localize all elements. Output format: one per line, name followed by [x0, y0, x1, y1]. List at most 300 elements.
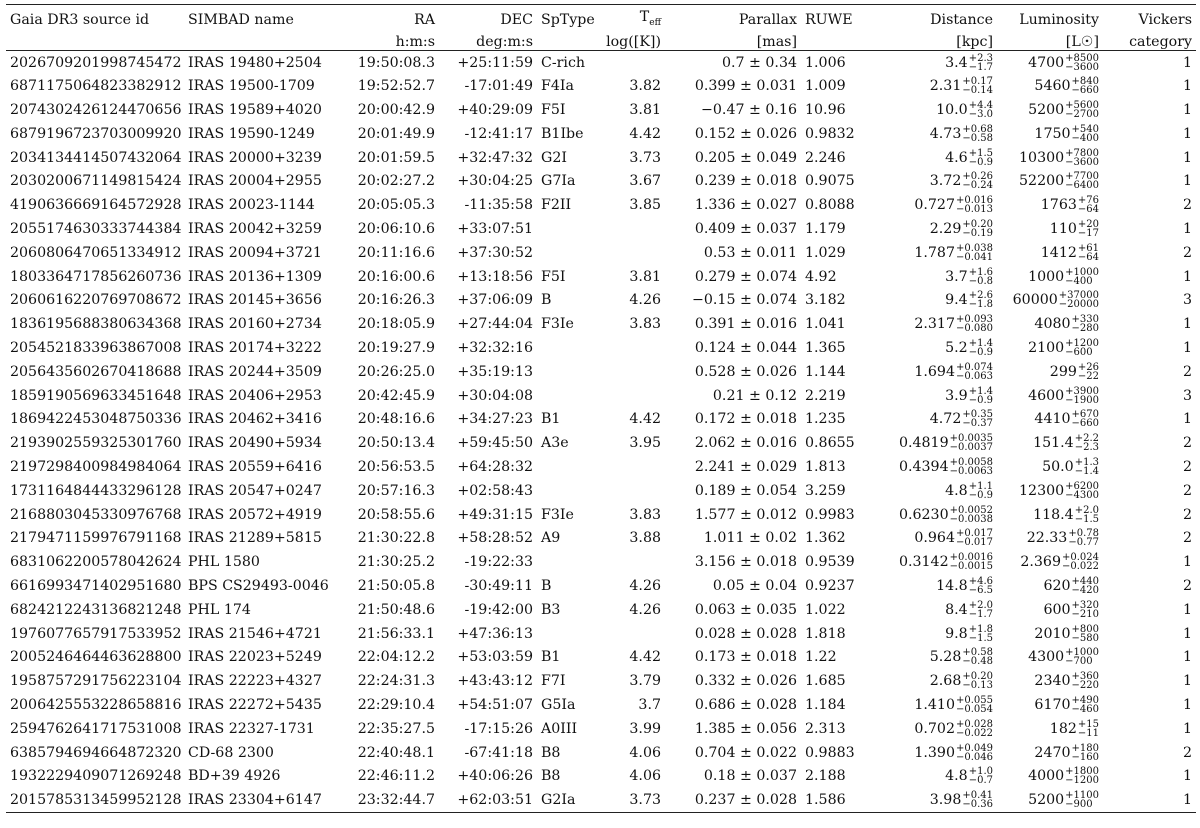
- cell-gaia-id: 6879196723703009920: [10, 125, 182, 142]
- cell-distance-lower-error: −0.24: [962, 180, 993, 192]
- cell-distance-lower-error: −0.0037: [949, 442, 993, 454]
- cell-vickers-category: 2: [1182, 197, 1192, 214]
- cell-ra: 20:00:42.9: [357, 101, 435, 118]
- cell-luminosity-lower-error: −0.77: [1068, 537, 1099, 549]
- cell-distance-value: 14.8: [936, 577, 968, 594]
- cell-distance-errors: [956, 363, 993, 381]
- cell-simbad-name: IRAS 22272+5435: [188, 696, 322, 713]
- cell-distance-lower-error: −0.0038: [949, 513, 993, 525]
- cell-ra: 22:24:31.3: [357, 673, 435, 690]
- cell-luminosity-lower-error: −0.022: [1061, 561, 1099, 573]
- cell-distance-lower-error: −0.022: [955, 727, 993, 739]
- cell-luminosity-lower-error: −400: [1071, 132, 1099, 144]
- cell-luminosity-upper-error: +1200: [1065, 337, 1099, 349]
- cell-gaia-id: 2168803045330976768: [10, 506, 182, 523]
- cell-distance-lower-error: −0.37: [962, 418, 993, 430]
- cell-distance-value: 1.410: [914, 696, 955, 713]
- cell-parallax: 0.528 ± 0.026: [694, 363, 797, 380]
- cell-distance-errors: [956, 196, 993, 214]
- cell-parallax: 0.7 ± 0.34: [721, 54, 797, 71]
- cell-distance: [881, 741, 997, 765]
- cell-sptype: A3e: [541, 435, 569, 452]
- cell-sptype: [537, 360, 599, 384]
- cell-vickers-category: 1: [1182, 339, 1192, 356]
- cell-distance-lower-error: −0.046: [955, 751, 993, 763]
- cell-ruwe: 1.184: [805, 696, 846, 713]
- table-row: [6, 217, 1196, 241]
- cell-distance-lower-error: −0.7: [968, 775, 993, 787]
- cell-sptype: [537, 622, 599, 646]
- table-row: [6, 360, 1196, 384]
- cell-luminosity: [997, 503, 1103, 527]
- cell-teff: 4.42: [629, 125, 661, 142]
- cell-ra: 21:30:25.2: [357, 554, 435, 571]
- cell-luminosity-lower-error: −3600: [1065, 61, 1099, 73]
- cell-luminosity: [997, 431, 1103, 455]
- cell-luminosity-errors: [1078, 244, 1099, 262]
- cell-gaia-id: 2026709201998745472: [10, 54, 182, 71]
- cell-teff: 3.83: [629, 506, 661, 523]
- cell-simbad-name: IRAS 20559+6416: [188, 458, 322, 475]
- cell-distance-errors: [969, 387, 993, 405]
- cell-luminosity-value: 620: [1043, 577, 1071, 594]
- cell-distance: [881, 526, 997, 550]
- cell-distance-upper-error: +0.093: [955, 314, 993, 326]
- cell-gaia-id: 2074302426124470656: [10, 101, 182, 118]
- cell-vickers-category: 1: [1182, 768, 1192, 785]
- cell-gaia-id: 2594762641717531008: [10, 720, 182, 737]
- cell-luminosity-upper-error: +61: [1077, 242, 1099, 254]
- cell-simbad-name: IRAS 20136+1309: [188, 268, 322, 285]
- cell-teff: 3.73: [629, 791, 661, 808]
- cell-dec: +43:43:12: [457, 673, 533, 690]
- cell-distance: [881, 788, 997, 812]
- cell-ra: 20:42:45.9: [357, 387, 435, 404]
- cell-distance-errors: [969, 291, 993, 309]
- cell-ruwe: 4.92: [805, 268, 837, 285]
- cell-luminosity-upper-error: +360: [1071, 671, 1099, 683]
- cell-distance-upper-error: +0.26: [962, 171, 993, 183]
- cell-simbad-name: BPS CS29493-0046: [188, 577, 329, 594]
- cell-luminosity-value: 1000: [1028, 268, 1065, 285]
- cell-dec: +40:06:26: [457, 768, 533, 785]
- cell-vickers-category: 3: [1182, 387, 1192, 404]
- cell-distance-lower-error: −1.8: [968, 299, 993, 311]
- cell-distance-value: 1.390: [914, 744, 955, 761]
- cell-distance-value: 10.0: [936, 101, 968, 118]
- cell-teff: 4.26: [629, 292, 661, 309]
- cell-vickers-category: 2: [1182, 744, 1192, 761]
- col-header-luminosity: Luminosity: [1019, 12, 1099, 28]
- cell-distance-upper-error: +0.41: [962, 789, 993, 801]
- cell-distance: [881, 479, 997, 503]
- cell-luminosity: [997, 169, 1103, 193]
- table-row: [6, 265, 1196, 289]
- cell-parallax: 2.241 ± 0.029: [694, 458, 797, 475]
- cell-teff: 4.26: [629, 601, 661, 618]
- cell-distance-value: 9.8: [945, 625, 968, 642]
- cell-dec: +25:11:59: [457, 54, 533, 71]
- cell-luminosity-errors: [1072, 672, 1099, 690]
- cell-luminosity-value: 4000: [1028, 768, 1065, 785]
- table-row: [6, 645, 1196, 669]
- col-header-dec: DEC: [500, 12, 533, 28]
- cell-gaia-id: 2055174630333744384: [10, 220, 182, 237]
- cell-distance-lower-error: −0.041: [955, 251, 993, 263]
- cell-luminosity-upper-error: +0.78: [1068, 528, 1099, 540]
- cell-luminosity: [997, 98, 1103, 122]
- cell-luminosity-errors: [1072, 601, 1099, 619]
- cell-distance: [881, 169, 997, 193]
- cell-distance-upper-error: +1.4: [968, 385, 993, 397]
- cell-luminosity-lower-error: −700: [1065, 656, 1093, 668]
- col-header-ruwe: RUWE: [805, 12, 853, 28]
- cell-ruwe: 0.8655: [805, 435, 855, 452]
- cell-distance-value: 2.31: [929, 78, 962, 95]
- cell-dec: +32:32:16: [457, 339, 533, 356]
- cell-simbad-name: IRAS 22023+5249: [188, 649, 322, 666]
- cell-gaia-id: 4190636669164572928: [10, 197, 182, 214]
- cell-luminosity: [997, 51, 1103, 75]
- cell-ra: 22:29:10.4: [357, 696, 435, 713]
- cell-sptype: B: [541, 577, 552, 594]
- cell-dec: +34:27:23: [457, 411, 533, 428]
- cell-vickers-category: 2: [1182, 458, 1192, 475]
- cell-distance-lower-error: −0.013: [955, 204, 993, 216]
- cell-luminosity: [997, 550, 1103, 574]
- table-row: [6, 574, 1196, 598]
- cell-gaia-id: 2034134414507432064: [10, 149, 182, 166]
- cell-ruwe: 1.029: [805, 244, 846, 261]
- table-row: [6, 788, 1196, 812]
- cell-gaia-id: 1859190569633451648: [10, 387, 182, 404]
- cell-distance-value: 2.317: [914, 316, 955, 333]
- cell-luminosity-errors: [1065, 54, 1099, 72]
- cell-luminosity: [997, 336, 1103, 360]
- cell-luminosity-upper-error: +1100: [1065, 789, 1099, 801]
- cell-distance-value: 4.8: [945, 768, 968, 785]
- table-row: [6, 693, 1196, 717]
- cell-luminosity: [997, 526, 1103, 550]
- cell-distance: [881, 265, 997, 289]
- cell-distance-upper-error: +0.016: [955, 195, 993, 207]
- cell-dec: +02:58:43: [457, 482, 533, 499]
- cell-luminosity: [997, 407, 1103, 431]
- cell-ra: 20:16:26.3: [357, 292, 435, 309]
- teff-label: $T_{eff}$: [639, 9, 661, 28]
- cell-ruwe: 1.235: [805, 411, 846, 428]
- cell-luminosity-errors: [1078, 720, 1099, 738]
- cell-sptype: F2II: [541, 197, 572, 214]
- cell-ruwe: 1.362: [805, 530, 846, 547]
- cell-distance: [881, 312, 997, 336]
- cell-sptype: F4Ia: [541, 78, 574, 95]
- cell-distance-value: 3.72: [929, 173, 962, 190]
- cell-gaia-id: 2015785313459952128: [10, 791, 182, 808]
- cell-teff: 4.06: [629, 744, 661, 761]
- cell-distance-lower-error: −0.0063: [949, 465, 993, 477]
- cell-dec: +30:04:08: [457, 387, 533, 404]
- unit-ruwe: [801, 28, 881, 51]
- cell-luminosity-value: 110: [1049, 220, 1077, 237]
- cell-simbad-name: IRAS 20406+2953: [188, 387, 322, 404]
- cell-vickers-category: 1: [1182, 649, 1192, 666]
- cell-distance-lower-error: −0.0015: [949, 561, 993, 573]
- cell-parallax: 0.173 ± 0.018: [694, 649, 797, 666]
- cell-ra: 20:05:05.3: [357, 197, 435, 214]
- unit-sptype: [537, 28, 599, 51]
- cell-dec: +32:47:32: [457, 149, 533, 166]
- cell-luminosity-errors: [1072, 125, 1099, 143]
- cell-distance: [881, 598, 997, 622]
- cell-luminosity-upper-error: +15: [1077, 718, 1099, 730]
- cell-parallax: 0.409 ± 0.037: [694, 220, 797, 237]
- cell-ra: 20:01:59.5: [357, 149, 435, 166]
- cell-luminosity-lower-error: −1900: [1065, 394, 1099, 406]
- cell-sptype: [537, 336, 599, 360]
- cell-simbad-name: IRAS 19589+4020: [188, 101, 322, 118]
- cell-sptype: [537, 550, 599, 574]
- cell-distance-errors: [950, 458, 993, 476]
- cell-luminosity-errors: [1059, 291, 1099, 309]
- unit-parallax: [mas]: [756, 34, 797, 50]
- cell-luminosity-value: 1412: [1040, 244, 1077, 261]
- cell-dec: +54:51:07: [457, 696, 533, 713]
- table-row: [6, 669, 1196, 693]
- cell-ra: 20:02:27.2: [357, 173, 435, 190]
- cell-distance-value: 4.6: [945, 149, 968, 166]
- cell-parallax: 2.062 ± 0.016: [694, 435, 797, 452]
- cell-ra: 20:18:05.9: [357, 316, 435, 333]
- cell-dec: +33:07:51: [457, 220, 533, 237]
- cell-distance-value: 0.727: [914, 197, 955, 214]
- cell-ra: 21:30:22.8: [357, 530, 435, 547]
- cell-luminosity-errors: [1072, 744, 1099, 762]
- cell-distance: [881, 574, 997, 598]
- cell-luminosity-errors: [1072, 577, 1099, 595]
- cell-luminosity: [997, 193, 1103, 217]
- cell-luminosity-errors: [1065, 648, 1099, 666]
- cell-gaia-id: 1803364717856260736: [10, 268, 182, 285]
- cell-sptype: B8: [541, 744, 561, 761]
- cell-ruwe: 0.9539: [805, 554, 855, 571]
- cell-sptype: [537, 455, 599, 479]
- cell-luminosity: [997, 669, 1103, 693]
- cell-ruwe: 1.813: [805, 458, 846, 475]
- cell-sptype: G7Ia: [541, 173, 576, 190]
- table-row: [6, 622, 1196, 646]
- cell-vickers-category: 2: [1182, 577, 1192, 594]
- cell-distance-errors: [950, 434, 993, 452]
- cell-gaia-id: 2054521833963867008: [10, 339, 182, 356]
- cell-sptype: C-rich: [541, 54, 586, 71]
- table-row: [6, 336, 1196, 360]
- cell-luminosity-value: 2470: [1034, 744, 1071, 761]
- cell-distance-value: 4.72: [929, 411, 962, 428]
- cell-teff: [599, 622, 665, 646]
- cell-luminosity-upper-error: +1.3: [1074, 456, 1099, 468]
- cell-parallax: 0.704 ± 0.022: [694, 744, 797, 761]
- cell-distance-errors: [969, 767, 993, 785]
- cell-teff: 3.81: [629, 268, 661, 285]
- cell-teff: [599, 550, 665, 574]
- table-row: [6, 288, 1196, 312]
- cell-gaia-id: 6824212243136821248: [10, 601, 182, 618]
- cell-distance-errors: [962, 172, 993, 190]
- cell-distance-upper-error: +2.0: [968, 599, 993, 611]
- cell-distance: [881, 503, 997, 527]
- cell-distance: [881, 622, 997, 646]
- table-row: [6, 122, 1196, 146]
- unit-luminosity: [L☉]: [1065, 34, 1099, 50]
- table-row: [6, 431, 1196, 455]
- cell-gaia-id: 6616993471402951680: [10, 577, 182, 594]
- cell-ruwe: 2.219: [805, 387, 846, 404]
- cell-distance-lower-error: −0.13: [962, 680, 993, 692]
- cell-luminosity-lower-error: −660: [1071, 418, 1099, 430]
- cell-parallax: 0.399 ± 0.031: [694, 78, 797, 95]
- cell-luminosity-lower-error: −600: [1065, 346, 1093, 358]
- cell-distance-errors: [962, 672, 993, 690]
- cell-luminosity-lower-error: −460: [1071, 703, 1099, 715]
- cell-luminosity: [997, 693, 1103, 717]
- cell-luminosity: [997, 217, 1103, 241]
- cell-distance-lower-error: −0.054: [955, 703, 993, 715]
- cell-sptype: G2I: [541, 149, 567, 166]
- cell-distance: [881, 122, 997, 146]
- cell-distance: [881, 146, 997, 170]
- cell-luminosity-upper-error: +540: [1071, 123, 1099, 135]
- cell-distance-value: 0.4819: [898, 435, 949, 452]
- cell-luminosity-errors: [1072, 77, 1099, 95]
- cell-distance-errors: [956, 744, 993, 762]
- cell-luminosity-value: 600: [1043, 601, 1071, 618]
- cell-ra: 20:48:16.6: [357, 411, 435, 428]
- table-row: [6, 479, 1196, 503]
- cell-luminosity-lower-error: −64: [1077, 204, 1099, 216]
- cell-gaia-id: 6385794694664872320: [10, 744, 182, 761]
- cell-distance-errors: [969, 54, 993, 72]
- cell-teff: 3.95: [629, 435, 661, 452]
- cell-distance-upper-error: +0.055: [955, 694, 993, 706]
- cell-distance: [881, 288, 997, 312]
- cell-parallax: 1.011 ± 0.02: [703, 530, 797, 547]
- cell-parallax: 0.239 ± 0.018: [694, 173, 797, 190]
- cell-luminosity-lower-error: −660: [1071, 85, 1099, 97]
- cell-distance-errors: [962, 77, 993, 95]
- cell-luminosity: [997, 741, 1103, 765]
- cell-teff: 3.73: [629, 149, 661, 166]
- cell-luminosity-errors: [1062, 553, 1099, 571]
- cell-ra: 22:35:27.5: [357, 720, 435, 737]
- cell-vickers-category: 1: [1182, 54, 1192, 71]
- cell-parallax: 0.686 ± 0.028: [694, 696, 797, 713]
- cell-luminosity-upper-error: +1000: [1065, 266, 1099, 278]
- cell-simbad-name: IRAS 20042+3259: [188, 220, 322, 237]
- cell-luminosity-lower-error: −22: [1077, 370, 1099, 382]
- cell-teff: 3.99: [629, 720, 661, 737]
- cell-teff: [599, 384, 665, 408]
- cell-distance: [881, 645, 997, 669]
- cell-distance-upper-error: +0.58: [962, 647, 993, 659]
- cell-ra: 20:58:55.6: [357, 506, 435, 523]
- cell-gaia-id: 2193902559325301760: [10, 435, 182, 452]
- table-row: [6, 717, 1196, 741]
- cell-teff: [599, 360, 665, 384]
- cell-dec: +30:04:25: [457, 173, 533, 190]
- cell-vickers-category: 1: [1182, 78, 1192, 95]
- cell-simbad-name: IRAS 20490+5934: [188, 435, 322, 452]
- cell-luminosity-errors: [1075, 434, 1099, 452]
- unit-dec: deg:m:s: [476, 34, 533, 50]
- cell-vickers-category: 1: [1182, 673, 1192, 690]
- cell-distance: [881, 241, 997, 265]
- cell-luminosity-value: 1763: [1040, 197, 1077, 214]
- cell-luminosity: [997, 74, 1103, 98]
- table-row: [6, 146, 1196, 170]
- cell-distance-upper-error: +0.20: [962, 671, 993, 683]
- cell-distance-lower-error: −0.14: [962, 85, 993, 97]
- cell-parallax: 0.05 ± 0.04: [712, 577, 797, 594]
- cell-distance-lower-error: −1.5: [968, 632, 993, 644]
- cell-vickers-category: 1: [1182, 268, 1192, 285]
- cell-luminosity-lower-error: −420: [1071, 584, 1099, 596]
- cell-dec: +37:30:52: [457, 244, 533, 261]
- cell-luminosity-lower-error: −160: [1071, 751, 1099, 763]
- cell-distance-value: 8.4: [945, 601, 968, 618]
- cell-luminosity-value: 4300: [1028, 649, 1065, 666]
- cell-teff: [599, 455, 665, 479]
- cell-sptype: G2Ia: [541, 791, 576, 808]
- col-header-parallax: Parallax: [738, 12, 797, 28]
- cell-ruwe: 1.586: [805, 791, 846, 808]
- cell-luminosity-value: 299: [1049, 363, 1077, 380]
- cell-sptype: B1Ibe: [541, 125, 584, 142]
- cell-luminosity-value: 22.33: [1026, 530, 1068, 547]
- cell-distance-value: 2.29: [929, 220, 962, 237]
- col-header-vickers: Vickers: [1138, 12, 1192, 28]
- cell-vickers-category: 1: [1182, 601, 1192, 618]
- cell-distance-value: 5.2: [945, 339, 968, 356]
- cell-parallax: 0.279 ± 0.074: [694, 268, 797, 285]
- cell-teff: 3.67: [629, 173, 661, 190]
- cell-dec: +35:19:13: [457, 363, 533, 380]
- cell-luminosity-value: 2340: [1034, 673, 1071, 690]
- cell-gaia-id: 6831062200578042624: [10, 554, 182, 571]
- cell-ruwe: 1.179: [805, 220, 846, 237]
- table-row: [6, 312, 1196, 336]
- cell-luminosity-upper-error: +20: [1077, 218, 1099, 230]
- cell-vickers-category: 2: [1182, 530, 1192, 547]
- cell-distance-upper-error: +0.028: [955, 718, 993, 730]
- col-header-gaia: Gaia DR3 source id: [10, 12, 150, 28]
- cell-vickers-category: 1: [1182, 220, 1192, 237]
- cell-luminosity-value: 151.4: [1033, 435, 1074, 452]
- cell-distance-upper-error: +2.3: [968, 52, 993, 64]
- cell-ra: 22:46:11.2: [357, 768, 435, 785]
- cell-simbad-name: PHL 174: [188, 601, 251, 618]
- cell-luminosity-upper-error: +320: [1071, 599, 1099, 611]
- cell-luminosity-upper-error: +2.2: [1074, 433, 1099, 445]
- cell-vickers-category: 1: [1182, 554, 1192, 571]
- cell-ruwe: 3.182: [805, 292, 846, 309]
- cell-distance-errors: [962, 410, 993, 428]
- cell-teff: 4.26: [629, 577, 661, 594]
- cell-vickers-category: 1: [1182, 149, 1192, 166]
- cell-ra: 22:40:48.1: [357, 744, 435, 761]
- cell-teff: [599, 241, 665, 265]
- cell-simbad-name: IRAS 19500-1709: [188, 78, 315, 95]
